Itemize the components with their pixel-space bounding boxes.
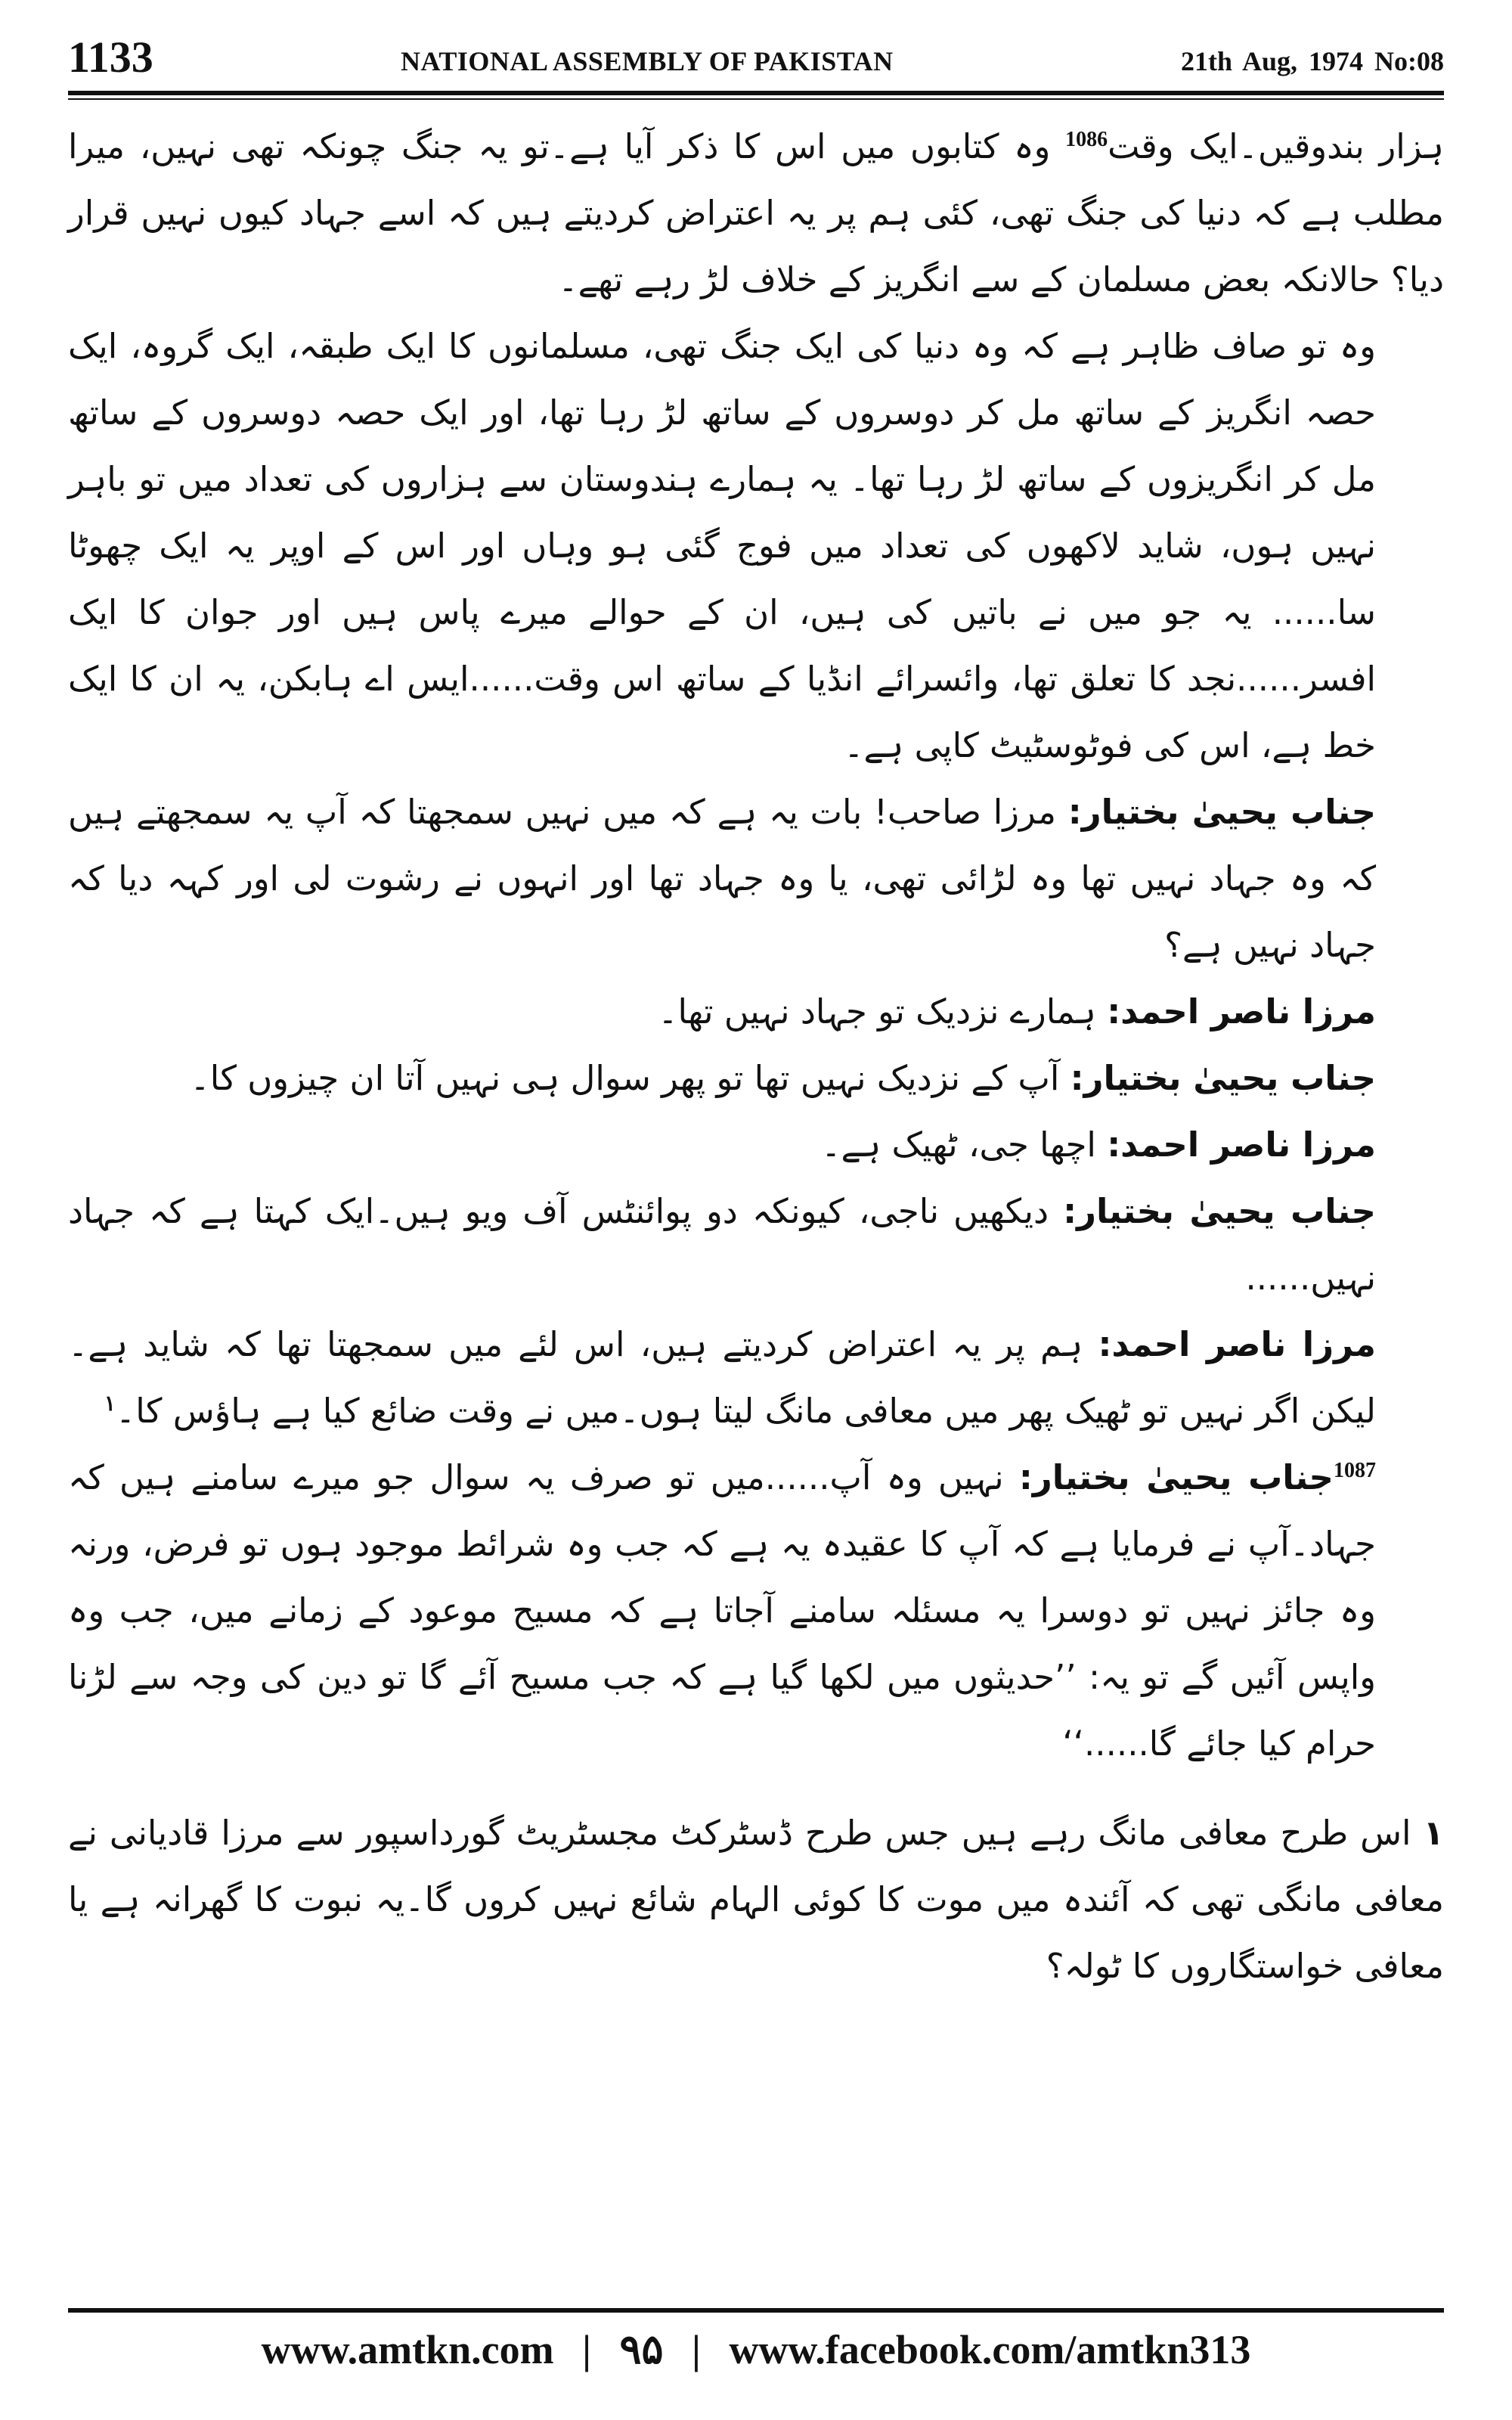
speaker-label: مرزا ناصر احمد: (1098, 1324, 1376, 1364)
dialogue-6 (68, 1112, 1444, 1178)
dialogue-4 (68, 979, 1444, 1045)
dialogue-5 (68, 1045, 1444, 1112)
dialogue-text: آپ کے نزدیک نہیں تھا تو پھر سوال ہی نہیں آتا ان چیزوں کا۔ (190, 1058, 1070, 1098)
header-date: 21th Aug, 1974 (1180, 46, 1363, 76)
footnote-text: اس طرح معافی مانگ رہے ہیں جس طرح ڈسٹرکٹ مجسٹریٹ گورداسپور سے مرزا قادیانی نے معافی مانگی تھی کہ آئندہ میں موت کا کوئی الہام شائع نہیں کروں گا۔یہ نبوت کا گھرانہ ہے یا معافی خواستگاروں کا ٹولہ؟ (68, 1813, 1444, 1986)
paragraph-1-part1: ہزار بندوقیں۔ایک وقت (1108, 126, 1444, 166)
paragraph-1 (68, 113, 1444, 313)
paragraph-1-part2: وہ کتابوں میں اس کا ذکر آیا ہے۔تو یہ جنگ چونکہ تھی نہیں، میرا مطلب ہے کہ دنیا کی جنگ تھی، کئی ہم پر یہ اعتراض کردیتے ہیں کہ اسے جہاد کیوں نہیں قرار دیا؟ حالانکہ بعض مسلمان کے سے انگریز کے خلاف لڑ رہے تھے۔ (68, 126, 1444, 299)
dialogue-text: نہیں وہ آپ......میں تو صرف یہ سوال جو میرے سامنے ہیں کہ جہاد۔آپ نے فرمایا ہے کہ آپ کا عقیدہ یہ ہے کہ جب وہ شرائط موجود ہوں تو فرض، ورنہ وہ جائز نہیں تو دوسرا یہ مسئلہ سامنے آجاتا ہے کہ مسیح موعود کے زمانے میں، جب وہ واپس آئیں گے تو یہ: ’’حدیثوں میں لکھا گیا ہے کہ جب مسیح آئے گا تو دین کی وجہ سے لڑنا حرام کیا جائے گا......‘‘ (68, 1457, 1376, 1764)
header-rule-thin (68, 98, 1444, 100)
dialogue-3 (68, 779, 1444, 979)
header-rule (68, 91, 1444, 95)
speaker-label: جناب یحییٰ بختیار: (1070, 1058, 1376, 1098)
header-issue-number: No:08 (1374, 46, 1444, 76)
footnote-marker: ۱ (104, 1392, 116, 1416)
dialogue-8 (68, 1311, 1444, 1444)
dialogue-text: دیکھیں ناجی، کیونکہ دو پوائنٹس آف ویو ہیں۔ایک کہتا ہے کہ جہاد نہیں...... (68, 1191, 1376, 1298)
dialogue-9 (68, 1444, 1444, 1777)
speaker-label: مرزا ناصر احمد: (1107, 1125, 1376, 1165)
page-header (68, 32, 1444, 85)
footnote-mark: ۱ (1423, 1813, 1444, 1853)
header-date-number (1181, 45, 1444, 77)
dialogue-text: مرزا صاحب! بات یہ ہے کہ میں نہیں سمجھتا کہ آپ یہ سمجھتے ہیں کہ وہ جہاد نہیں تھا وہ لڑائی تھی، یا وہ جہاد تھا اور انہوں نے رشوت لی اور کہہ دیا کہ جہاد نہیں ہے؟ (68, 792, 1376, 965)
page-body (68, 113, 1444, 2000)
footer-page-number: ۹۵ (619, 2327, 664, 2372)
paragraph-2: وہ تو صاف ظاہر ہے کہ وہ دنیا کی ایک جنگ تھی، مسلمانوں کا ایک طبقہ، ایک گروہ، ایک حصہ انگریز کے ساتھ مل کر دوسروں کے ساتھ لڑ رہا تھا، اور ایک حصہ دوسروں کے ساتھ مل کر انگریزوں کے ساتھ لڑ رہا تھا۔ یہ ہمارے ہندوستان سے ہزاروں کی تعداد میں تو باہر نہیں ہوں، شاید لاکھوں کی تعداد میں فوج گئی ہو وہاں اور اس کے اوپر یہ ایک چھوٹا سا...... یہ جو میں نے باتیں کی ہیں، ان کے حوالے میرے پاس ہیں اور جوان کا ایک افسر......نجد کا تعلق تھا، وائسرائے انڈیا کے ساتھ اس وقت......ایس اے ہابکن، یہ ان کا ایک خط ہے، اس کی فوٹوسٹیٹ کاپی ہے۔ (68, 326, 1376, 765)
dialogue-7 (68, 1178, 1444, 1311)
speaker-label: مرزا ناصر احمد: (1107, 991, 1376, 1032)
dialogue-text: ہمارے نزدیک تو جہاد نہیں تھا۔ (658, 991, 1108, 1032)
footer-separator: | (692, 2327, 701, 2372)
reference-marker-1087: 1087 (1334, 1459, 1376, 1482)
page-footer (68, 2325, 1444, 2386)
page-number: 1133 (68, 33, 153, 82)
reference-marker-1086: 1086 (1065, 128, 1108, 151)
footer-website-link[interactable]: www.amtkn.com (261, 2327, 554, 2372)
header-title: NATIONAL ASSEMBLY OF PAKISTAN (401, 46, 894, 76)
dialogue-text: ہم پر یہ اعتراض کردیتے ہیں، اس لئے میں سمجھتا تھا کہ شاید ہے۔ لیکن اگر نہیں تو ٹھیک پھر میں معافی مانگ لیتا ہوں۔میں نے وقت ضائع کیا ہے ہاؤس کا۔ (68, 1324, 1376, 1431)
speaker-label: جناب یحییٰ بختیار: (1063, 1191, 1376, 1231)
footer-rule (68, 2308, 1444, 2313)
dialogue-text: اچھا جی، ٹھیک ہے۔ (821, 1125, 1108, 1165)
speaker-label: جناب یحییٰ بختیار: (1018, 1457, 1334, 1497)
footer-facebook-link[interactable]: www.facebook.com/amtkn313 (729, 2327, 1251, 2372)
speaker-label: جناب یحییٰ بختیار: (1067, 792, 1377, 832)
footer-separator: | (582, 2327, 591, 2372)
footnote (68, 1800, 1444, 2000)
